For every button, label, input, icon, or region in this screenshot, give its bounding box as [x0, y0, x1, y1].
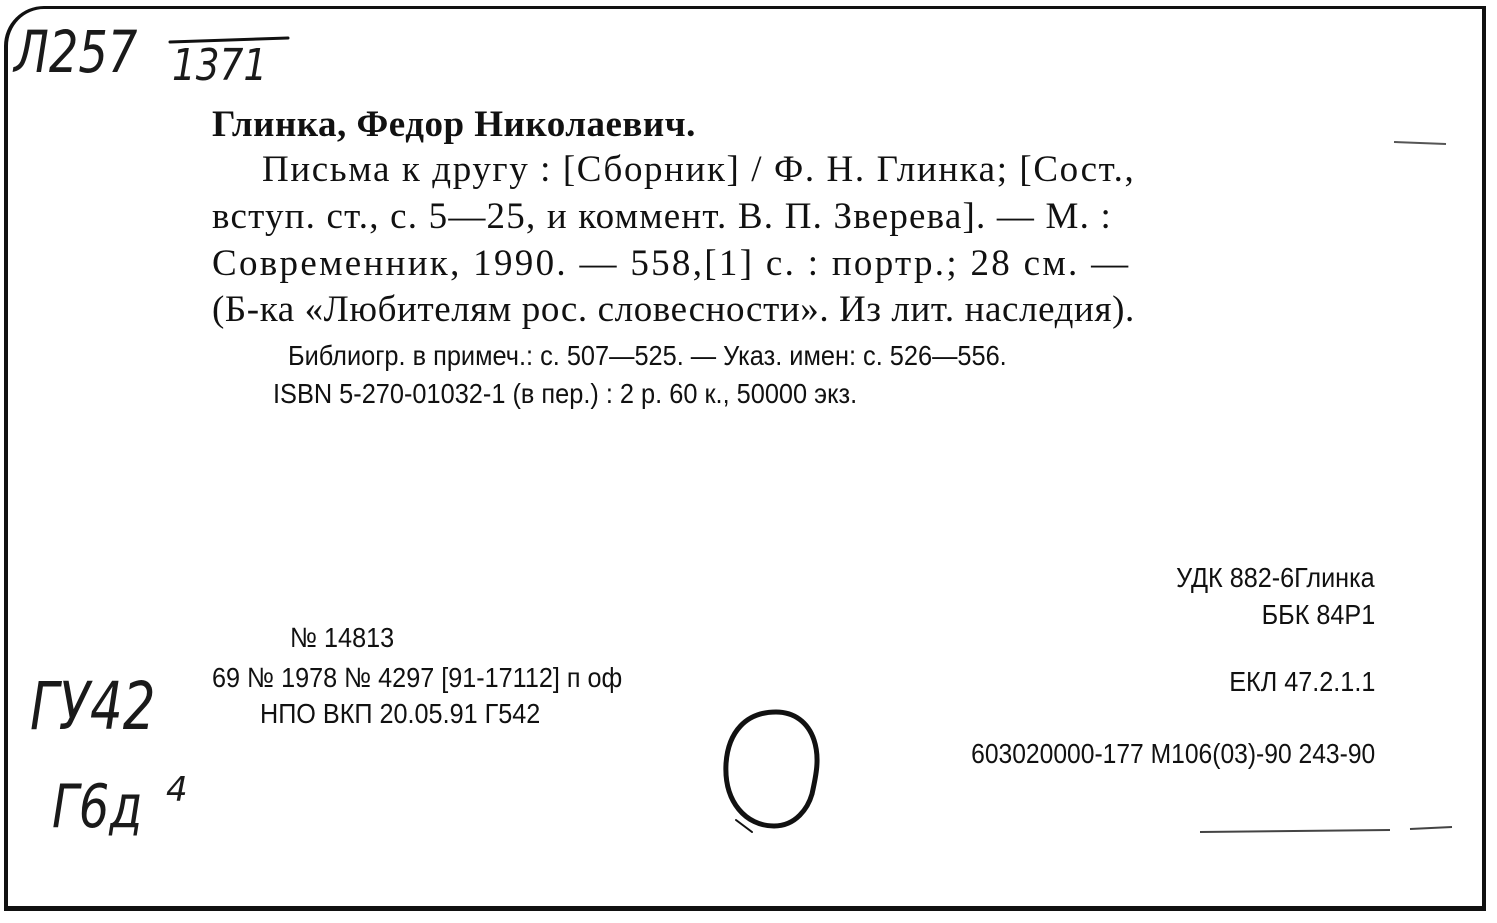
- order-line: 69 № 1978 № 4297 [91-17112] п оф: [212, 662, 623, 693]
- handwritten-shelf-mark-2: Г6д: [52, 772, 143, 842]
- bibliography-note: Библиогр. в примеч.: с. 507—525. — Указ. имен: с. 526—556.: [288, 340, 1007, 371]
- handwritten-overline: [168, 34, 292, 46]
- udk-code: УДК 882-6Глинка: [1176, 562, 1375, 593]
- title-line-2: вступ. ст., с. 5—25, и коммент. В. П. Зверева]. — М. :: [212, 196, 1113, 237]
- decorative-dash-top-right: [1390, 136, 1450, 150]
- handwritten-shelf-mark: ГУ42: [30, 668, 156, 745]
- handwritten-inventory-number: 1371: [172, 40, 268, 91]
- classification-code: 603020000-177 М106(03)-90 243-90: [970, 738, 1375, 769]
- ekl-code: ЕКЛ 47.2.1.1: [1228, 666, 1375, 697]
- isbn-line: ISBN 5-270-01032-1 (в пер.) : 2 р. 60 к., 50000 экз.: [273, 378, 858, 409]
- organization-line: НПО ВКП 20.05.91 Г542: [260, 698, 541, 729]
- title-line-3: Современник, 1990. — 558,[1] с. : портр.; 28 см. —: [212, 243, 1131, 284]
- bbk-code: ББК 84Р1: [1261, 599, 1375, 630]
- decorative-dashes: [1190, 818, 1460, 838]
- handwritten-call-number: Л257: [14, 18, 138, 86]
- title-line-4: (Б-ка «Любителям рос. словесности». Из лит. наследия).: [212, 289, 1135, 330]
- card-number: № 14813: [290, 622, 395, 653]
- hand-drawn-circle-mark: [716, 702, 826, 838]
- title-line-1: Письма к другу : [Сборник] / Ф. Н. Глинка; [Сост.,: [262, 149, 1136, 190]
- handwritten-shelf-mark-superscript: 4: [166, 770, 188, 810]
- author-heading: Глинка, Федор Николаевич.: [212, 104, 696, 145]
